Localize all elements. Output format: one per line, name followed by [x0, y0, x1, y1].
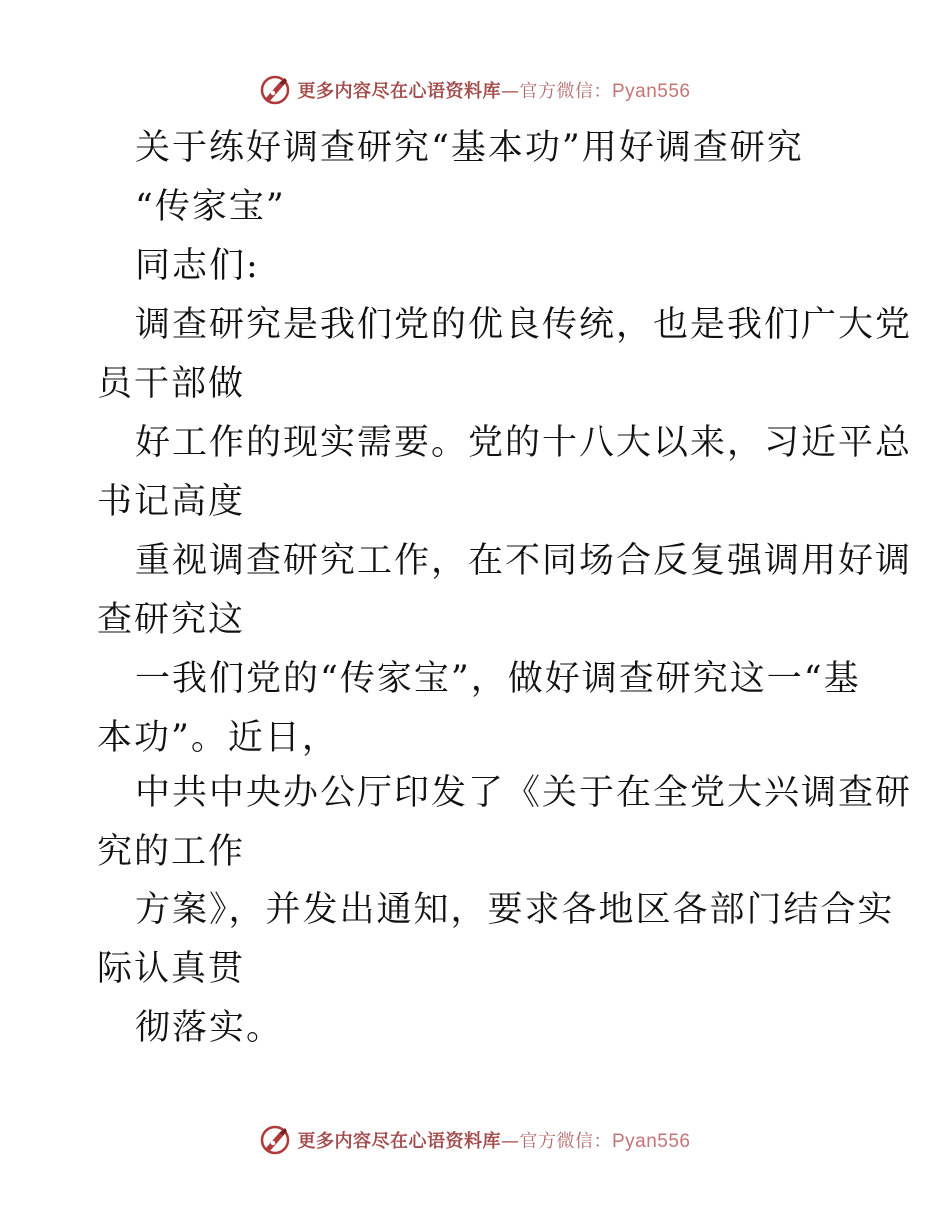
watermark-label: 官方微信：	[519, 1131, 612, 1152]
paragraph-line: 员干部做	[97, 364, 246, 404]
paragraph-line: 中共中央办公厅印发了《关于在全党大兴调查研	[135, 773, 913, 813]
doc-title-line-1: 关于练好调查研究“基本功”用好调查研究	[135, 128, 804, 168]
watermark-id: Pyan556	[611, 1131, 691, 1152]
watermark-id: Pyan556	[611, 81, 691, 102]
paragraph-line: 彻落实。	[135, 1008, 284, 1048]
paragraph-line: 方案》，并发出通知，要求各地区各部门结合实	[135, 890, 895, 930]
paragraph-line: 究的工作	[97, 832, 246, 872]
pen-logo-icon	[259, 1124, 291, 1156]
paragraph-line: 重视调查研究工作，在不同场合反复强调用好调	[135, 541, 913, 581]
paragraph-line: 好工作的现实需要。党的十八大以来，习近平总	[135, 423, 913, 463]
paragraph-line: 际认真贯	[97, 949, 246, 989]
watermark-dash: —	[500, 81, 520, 102]
watermark-label: 官方微信：	[519, 81, 612, 102]
paragraph-line: 书记高度	[97, 482, 246, 522]
watermark-site: 更多内容尽在心语资料库	[297, 81, 501, 102]
doc-salutation: 同志们:	[135, 246, 260, 286]
doc-title-line-2: “传家宝”	[135, 187, 286, 227]
watermark-site: 更多内容尽在心语资料库	[297, 1131, 501, 1152]
watermark-dash: —	[500, 1131, 520, 1152]
paragraph-line: 调查研究是我们党的优良传统，也是我们广大党	[135, 305, 913, 345]
paragraph-line: 一我们党的“传家宝”，做好调查研究这一“基	[135, 659, 861, 699]
paragraph-line: 本功”。近日，	[97, 718, 339, 758]
footer-watermark	[0, 1123, 950, 1157]
paragraph-line: 查研究这	[97, 600, 246, 640]
